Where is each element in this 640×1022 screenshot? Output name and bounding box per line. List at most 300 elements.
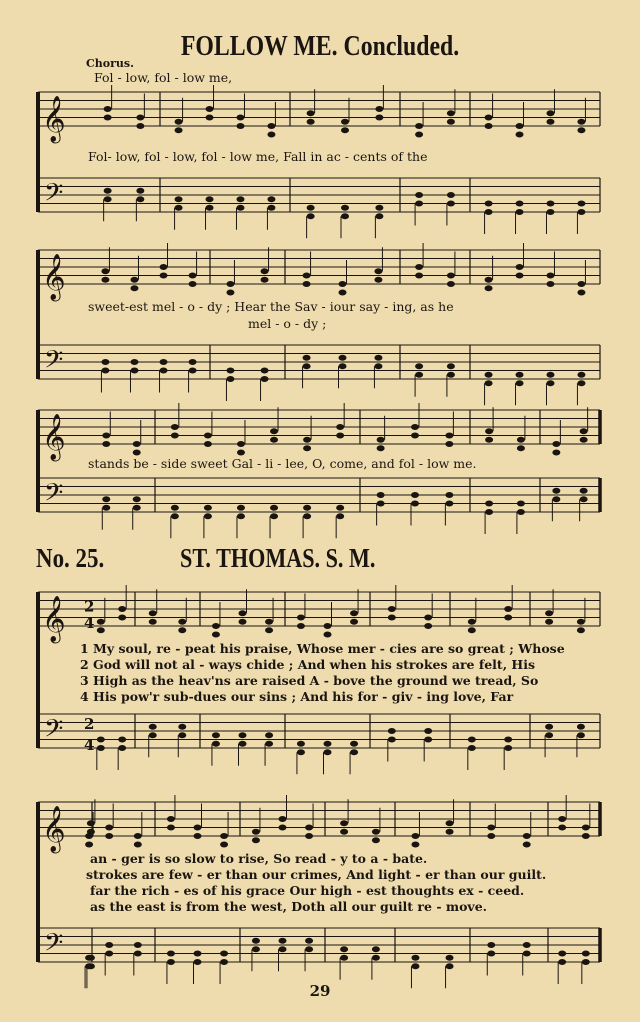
note-head bbox=[175, 127, 183, 133]
note-head bbox=[261, 277, 269, 283]
note-head bbox=[136, 188, 144, 194]
note-head bbox=[136, 123, 144, 129]
note-head bbox=[236, 115, 244, 121]
time-signature-bottom: 4 bbox=[84, 614, 95, 632]
note-head bbox=[446, 820, 454, 826]
note-head bbox=[546, 201, 554, 207]
note-head bbox=[411, 492, 419, 498]
note-head bbox=[305, 825, 313, 831]
bass-clef: 𝄢 bbox=[44, 178, 64, 214]
note-head bbox=[388, 728, 396, 734]
note-head bbox=[582, 959, 590, 965]
lyric-line: Fol - low, fol - low me, bbox=[94, 70, 233, 85]
note-head bbox=[226, 368, 234, 374]
lyric-line: mel - o - dy ; bbox=[248, 316, 327, 331]
note-head bbox=[118, 615, 126, 621]
note-head bbox=[340, 955, 348, 961]
note-head bbox=[102, 505, 110, 511]
note-head bbox=[341, 213, 349, 219]
note-head bbox=[237, 441, 245, 447]
note-head bbox=[118, 737, 126, 743]
note-head bbox=[324, 741, 332, 747]
note-head bbox=[336, 505, 344, 511]
note-head bbox=[485, 115, 493, 121]
note-head bbox=[134, 842, 142, 848]
lyric-line: stands be - side sweet Gal - li - lee, O, come, and fol - low me. bbox=[88, 456, 477, 471]
verse-line: an - ger is so slow to rise, So read - y to a - bate. bbox=[90, 851, 428, 866]
bass-clef: 𝄢 bbox=[44, 478, 64, 514]
note-head bbox=[236, 123, 244, 129]
note-head bbox=[516, 209, 524, 215]
note-head bbox=[336, 513, 344, 519]
note-head bbox=[372, 955, 380, 961]
note-head bbox=[118, 745, 126, 751]
note-head bbox=[415, 372, 423, 378]
note-head bbox=[446, 963, 454, 969]
note-head bbox=[447, 192, 455, 198]
note-head bbox=[206, 106, 214, 112]
note-head bbox=[160, 368, 168, 374]
note-head bbox=[377, 437, 385, 443]
note-head bbox=[307, 205, 315, 211]
note-head bbox=[305, 833, 313, 839]
note-head bbox=[265, 741, 273, 747]
note-head bbox=[267, 132, 275, 138]
note-head bbox=[220, 951, 228, 957]
note-head bbox=[270, 505, 278, 511]
note-head bbox=[236, 196, 244, 202]
note-head bbox=[424, 623, 432, 629]
note-head bbox=[270, 513, 278, 519]
note-head bbox=[175, 196, 183, 202]
note-head bbox=[237, 505, 245, 511]
note-head bbox=[372, 837, 380, 843]
note-head bbox=[577, 619, 585, 625]
page-title: FOLLOW ME. Concluded. bbox=[180, 30, 460, 62]
note-head bbox=[447, 372, 455, 378]
note-head bbox=[523, 942, 531, 948]
note-head bbox=[324, 623, 332, 629]
note-head bbox=[133, 505, 141, 511]
note-head bbox=[516, 201, 524, 207]
note-head bbox=[178, 724, 186, 730]
note-head bbox=[226, 281, 234, 287]
note-head bbox=[411, 842, 419, 848]
note-head bbox=[582, 833, 590, 839]
treble-clef: 𝄞 bbox=[42, 806, 66, 852]
note-head bbox=[160, 359, 168, 365]
note-head bbox=[445, 501, 453, 507]
note-head bbox=[305, 938, 313, 944]
note-head bbox=[546, 119, 554, 125]
note-head bbox=[577, 380, 585, 386]
note-head bbox=[375, 115, 383, 121]
note-head bbox=[97, 619, 105, 625]
note-head bbox=[582, 951, 590, 957]
verse-line: strokes are few - er than our crimes, And light - er than our guilt. bbox=[86, 867, 547, 882]
note-head bbox=[523, 842, 531, 848]
note-head bbox=[577, 627, 585, 633]
note-head bbox=[149, 610, 157, 616]
note-head bbox=[303, 355, 311, 361]
note-head bbox=[167, 816, 175, 822]
note-head bbox=[485, 277, 493, 283]
note-head bbox=[487, 825, 495, 831]
note-head bbox=[552, 441, 560, 447]
note-head bbox=[102, 441, 110, 447]
bass-clef: 𝄢 bbox=[44, 345, 64, 381]
note-head bbox=[87, 963, 95, 969]
note-head bbox=[388, 606, 396, 612]
note-head bbox=[546, 380, 554, 386]
note-head bbox=[194, 951, 202, 957]
note-head bbox=[411, 424, 419, 430]
note-head bbox=[226, 376, 234, 382]
note-head bbox=[374, 355, 382, 361]
note-head bbox=[307, 110, 315, 116]
note-head bbox=[303, 505, 311, 511]
note-head bbox=[340, 820, 348, 826]
note-head bbox=[167, 825, 175, 831]
note-head bbox=[485, 123, 493, 129]
note-head bbox=[279, 938, 287, 944]
time-signature-top: 2 bbox=[84, 597, 95, 616]
note-head bbox=[350, 619, 358, 625]
note-head bbox=[552, 488, 560, 494]
note-head bbox=[468, 627, 476, 633]
note-head bbox=[374, 268, 382, 274]
note-head bbox=[101, 359, 109, 365]
note-head bbox=[220, 833, 228, 839]
note-head bbox=[545, 732, 553, 738]
note-head bbox=[206, 115, 214, 121]
note-head bbox=[303, 281, 311, 287]
note-head bbox=[171, 513, 179, 519]
note-head bbox=[204, 505, 212, 511]
note-head bbox=[101, 268, 109, 274]
note-head bbox=[134, 833, 142, 839]
note-head bbox=[189, 281, 197, 287]
note-head bbox=[307, 119, 315, 125]
note-head bbox=[252, 837, 260, 843]
note-head bbox=[265, 627, 273, 633]
note-head bbox=[582, 825, 590, 831]
note-head bbox=[415, 264, 423, 270]
note-head bbox=[87, 820, 95, 826]
note-head bbox=[212, 732, 220, 738]
note-head bbox=[303, 445, 311, 451]
note-head bbox=[411, 955, 419, 961]
note-head bbox=[545, 724, 553, 730]
note-head bbox=[341, 205, 349, 211]
note-head bbox=[374, 277, 382, 283]
note-head bbox=[424, 737, 432, 743]
note-head bbox=[105, 942, 113, 948]
note-head bbox=[261, 368, 269, 374]
note-head bbox=[377, 492, 385, 498]
note-head bbox=[411, 963, 419, 969]
note-head bbox=[577, 127, 585, 133]
note-head bbox=[130, 277, 138, 283]
note-head bbox=[171, 433, 179, 439]
note-head bbox=[252, 938, 260, 944]
note-head bbox=[340, 829, 348, 835]
note-head bbox=[339, 363, 347, 369]
note-head bbox=[577, 281, 585, 287]
treble-clef: 𝄞 bbox=[42, 254, 66, 300]
note-head bbox=[204, 433, 212, 439]
note-head bbox=[546, 273, 554, 279]
note-head bbox=[279, 816, 287, 822]
note-head bbox=[350, 749, 358, 755]
note-head bbox=[415, 273, 423, 279]
note-head bbox=[149, 724, 157, 730]
hymn-number: No. 25. bbox=[36, 543, 105, 573]
note-head bbox=[307, 213, 315, 219]
note-head bbox=[377, 501, 385, 507]
note-head bbox=[133, 450, 141, 456]
note-head bbox=[485, 501, 493, 507]
note-head bbox=[189, 273, 197, 279]
note-head bbox=[167, 951, 175, 957]
note-head bbox=[178, 732, 186, 738]
note-head bbox=[545, 610, 553, 616]
note-head bbox=[447, 110, 455, 116]
chorus-label: Chorus. bbox=[86, 57, 134, 70]
note-head bbox=[447, 281, 455, 287]
treble-clef: 𝄞 bbox=[42, 96, 66, 142]
note-head bbox=[118, 606, 126, 612]
note-head bbox=[130, 285, 138, 291]
note-head bbox=[239, 619, 247, 625]
note-head bbox=[580, 496, 588, 502]
note-head bbox=[350, 610, 358, 616]
note-head bbox=[546, 372, 554, 378]
note-head bbox=[504, 615, 512, 621]
note-head bbox=[580, 488, 588, 494]
note-head bbox=[447, 273, 455, 279]
note-head bbox=[552, 496, 560, 502]
note-head bbox=[252, 829, 260, 835]
note-head bbox=[487, 951, 495, 957]
note-head bbox=[485, 201, 493, 207]
lyric-line: Fol- low, fol - low, fol - low me, Fall in ac - cents of the bbox=[88, 149, 428, 164]
note-head bbox=[558, 825, 566, 831]
note-head bbox=[415, 132, 423, 138]
note-head bbox=[445, 492, 453, 498]
note-head bbox=[220, 959, 228, 965]
note-head bbox=[134, 942, 142, 948]
note-head bbox=[236, 205, 244, 211]
note-head bbox=[87, 829, 95, 835]
note-head bbox=[415, 192, 423, 198]
note-head bbox=[206, 205, 214, 211]
note-head bbox=[171, 424, 179, 430]
note-head bbox=[447, 363, 455, 369]
note-head bbox=[504, 745, 512, 751]
note-head bbox=[160, 273, 168, 279]
treble-clef: 𝄞 bbox=[42, 414, 66, 460]
note-head bbox=[523, 951, 531, 957]
note-head bbox=[411, 833, 419, 839]
note-head bbox=[149, 732, 157, 738]
note-head bbox=[178, 619, 186, 625]
note-head bbox=[178, 627, 186, 633]
note-head bbox=[175, 205, 183, 211]
note-head bbox=[415, 201, 423, 207]
note-head bbox=[101, 277, 109, 283]
note-head bbox=[237, 513, 245, 519]
note-head bbox=[104, 106, 112, 112]
note-head bbox=[445, 433, 453, 439]
note-head bbox=[97, 627, 105, 633]
page-number: 29 bbox=[309, 982, 331, 1000]
note-head bbox=[149, 619, 157, 625]
verse-line: 1 My soul, re - peat his praise, Whose mer - cies are so great ; Whose bbox=[80, 641, 565, 656]
verse-line: 4 His pow'r sub-dues our sins ; And his for - giv - ing love, Far bbox=[80, 689, 514, 704]
note-head bbox=[336, 424, 344, 430]
note-head bbox=[303, 513, 311, 519]
note-head bbox=[445, 441, 453, 447]
note-head bbox=[303, 273, 311, 279]
note-head bbox=[167, 959, 175, 965]
note-head bbox=[261, 376, 269, 382]
note-head bbox=[97, 737, 105, 743]
note-head bbox=[189, 359, 197, 365]
note-head bbox=[424, 615, 432, 621]
note-head bbox=[577, 201, 585, 207]
note-head bbox=[105, 951, 113, 957]
note-head bbox=[487, 833, 495, 839]
note-head bbox=[136, 196, 144, 202]
note-head bbox=[194, 959, 202, 965]
note-head bbox=[267, 196, 275, 202]
note-head bbox=[130, 359, 138, 365]
time-signature-top: 2 bbox=[84, 715, 95, 733]
note-head bbox=[212, 632, 220, 638]
note-head bbox=[102, 496, 110, 502]
note-head bbox=[485, 209, 493, 215]
note-head bbox=[297, 623, 305, 629]
bass-clef: 𝄢 bbox=[44, 714, 64, 750]
note-head bbox=[415, 123, 423, 129]
note-head bbox=[134, 951, 142, 957]
note-head bbox=[558, 816, 566, 822]
note-head bbox=[303, 363, 311, 369]
note-head bbox=[270, 428, 278, 434]
note-head bbox=[516, 132, 524, 138]
note-head bbox=[104, 188, 112, 194]
note-head bbox=[545, 619, 553, 625]
note-head bbox=[372, 829, 380, 835]
note-head bbox=[485, 380, 493, 386]
note-head bbox=[577, 209, 585, 215]
time-signature-bottom: 4 bbox=[84, 736, 95, 754]
hymn-header bbox=[0, 543, 640, 577]
note-head bbox=[189, 368, 197, 374]
note-head bbox=[411, 501, 419, 507]
note-head bbox=[516, 380, 524, 386]
note-head bbox=[485, 509, 493, 515]
note-head bbox=[374, 363, 382, 369]
note-head bbox=[517, 501, 525, 507]
note-head bbox=[517, 437, 525, 443]
note-head bbox=[375, 106, 383, 112]
note-head bbox=[350, 741, 358, 747]
note-head bbox=[577, 732, 585, 738]
note-head bbox=[517, 445, 525, 451]
note-head bbox=[516, 372, 524, 378]
note-head bbox=[546, 110, 554, 116]
note-head bbox=[375, 213, 383, 219]
note-head bbox=[339, 355, 347, 361]
note-head bbox=[204, 441, 212, 447]
note-head bbox=[468, 619, 476, 625]
verse-line: 3 High as the heav'ns are raised A - bove the ground we tread, So bbox=[80, 673, 539, 688]
note-head bbox=[297, 741, 305, 747]
note-head bbox=[105, 825, 113, 831]
note-head bbox=[336, 433, 344, 439]
note-head bbox=[424, 728, 432, 734]
note-head bbox=[516, 273, 524, 279]
note-head bbox=[204, 513, 212, 519]
note-head bbox=[97, 745, 105, 751]
note-head bbox=[523, 833, 531, 839]
note-head bbox=[303, 437, 311, 443]
note-head bbox=[516, 264, 524, 270]
note-head bbox=[372, 946, 380, 952]
note-head bbox=[265, 619, 273, 625]
note-head bbox=[85, 842, 93, 848]
note-head bbox=[130, 368, 138, 374]
note-head bbox=[446, 829, 454, 835]
note-head bbox=[101, 368, 109, 374]
note-head bbox=[577, 724, 585, 730]
note-head bbox=[206, 196, 214, 202]
note-head bbox=[104, 196, 112, 202]
note-head bbox=[297, 749, 305, 755]
verse-line: as the east is from the west, Doth all our guilt re - move. bbox=[90, 899, 487, 914]
note-head bbox=[212, 623, 220, 629]
note-head bbox=[517, 509, 525, 515]
note-head bbox=[487, 942, 495, 948]
bass-clef: 𝄢 bbox=[44, 928, 64, 964]
note-head bbox=[133, 441, 141, 447]
note-head bbox=[220, 842, 228, 848]
note-head bbox=[212, 741, 220, 747]
note-head bbox=[339, 281, 347, 287]
note-head bbox=[558, 959, 566, 965]
note-head bbox=[504, 737, 512, 743]
note-head bbox=[265, 732, 273, 738]
note-head bbox=[252, 946, 260, 952]
note-head bbox=[194, 825, 202, 831]
note-head bbox=[485, 437, 493, 443]
note-head bbox=[415, 363, 423, 369]
note-head bbox=[447, 201, 455, 207]
note-head bbox=[267, 123, 275, 129]
note-head bbox=[485, 285, 493, 291]
note-head bbox=[133, 496, 141, 502]
note-head bbox=[580, 428, 588, 434]
note-head bbox=[516, 123, 524, 129]
note-head bbox=[324, 749, 332, 755]
note-head bbox=[237, 450, 245, 456]
note-head bbox=[485, 372, 493, 378]
verse-line: 2 God will not al - ways chide ; And when his strokes are felt, His bbox=[80, 657, 535, 672]
note-head bbox=[279, 825, 287, 831]
note-head bbox=[546, 281, 554, 287]
